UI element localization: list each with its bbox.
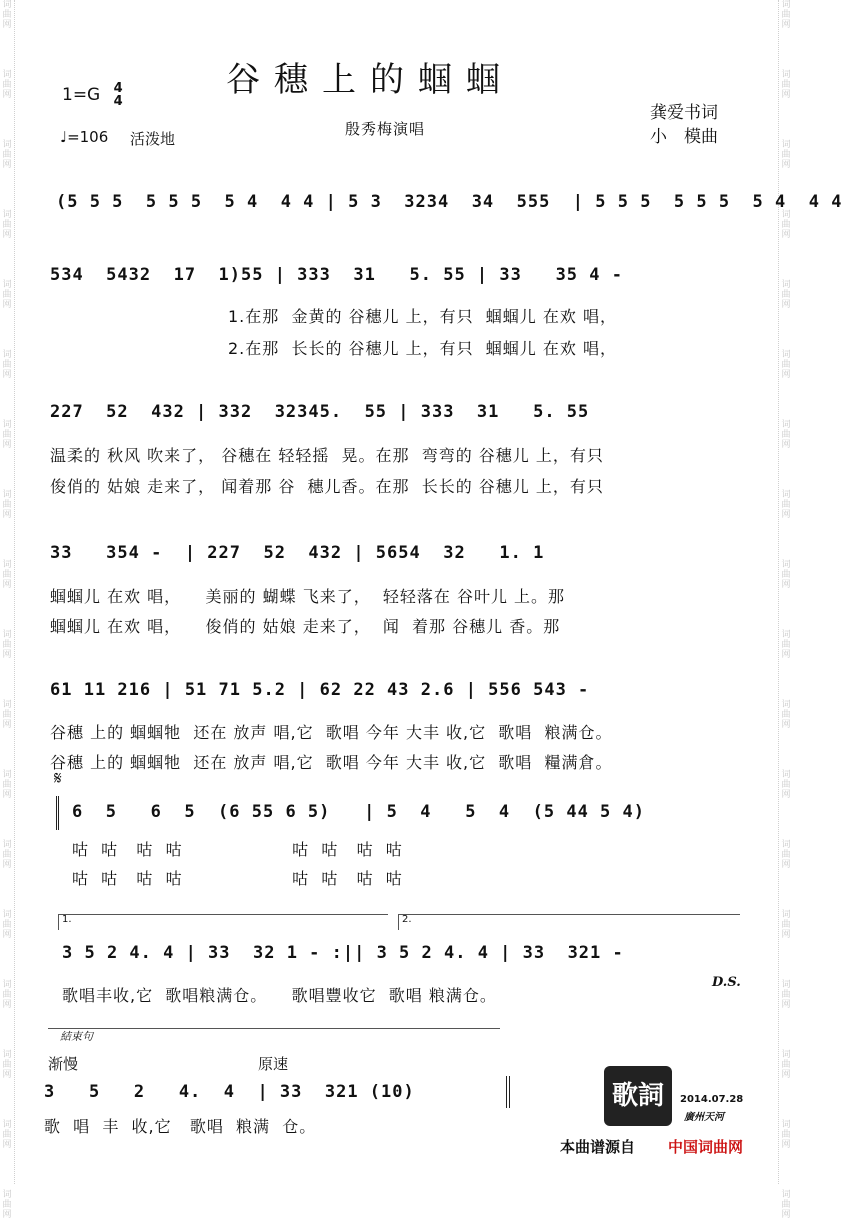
lyrics-line-3-verse-2: 俊俏的 姑娘 走来了， 闻着那 谷 穗儿香。在那 长长的 谷穗儿 上，有只	[50, 477, 604, 496]
watermark-char: 词	[2, 490, 12, 500]
watermark-char: 曲	[781, 1060, 791, 1070]
watermark-char: 曲	[781, 710, 791, 720]
watermark-char: 曲	[2, 1060, 12, 1070]
watermark-char: 词	[781, 770, 791, 780]
notation-line-7: 3 5 2 4. 4 | 33 32 1 - :|| 3 5 2 4. 4 | 33 321 -	[62, 943, 624, 963]
key-signature: 1=G 4 4	[62, 81, 123, 109]
notation-line-5: 61 11 216 | 51 71 5.2 | 62 22 43 2.6 | 556 543 -	[50, 680, 590, 700]
watermark-char: 网	[781, 510, 791, 520]
watermark-char: 网	[781, 90, 791, 100]
volta-1-bracket	[58, 914, 388, 915]
watermark-char: 曲	[781, 10, 791, 20]
watermark-char: 词	[781, 210, 791, 220]
watermark-char: 曲	[2, 570, 12, 580]
watermark-char: 词	[2, 910, 12, 920]
watermark-char: 网	[2, 790, 12, 800]
watermark-char: 网	[2, 720, 12, 730]
watermark-char: 词	[781, 910, 791, 920]
watermark-char: 词	[781, 0, 791, 10]
ritardando-mark: 渐慢	[48, 1055, 79, 1073]
notation-line-8: 3 5 2 4. 4 | 33 321 (10)	[44, 1082, 415, 1102]
watermark-char: 网	[2, 90, 12, 100]
watermark-char: 网	[781, 720, 791, 730]
watermark-char: 曲	[2, 710, 12, 720]
watermark-char: 网	[781, 230, 791, 240]
dal-segno: D.S.	[712, 975, 741, 990]
place: 廣州天河	[684, 1112, 724, 1123]
watermark-char: 曲	[781, 850, 791, 860]
notation-line-6: 6 5 6 5 (6 55 6 5) | 5 4 5 4 (5 44 5 4)	[72, 802, 645, 822]
lyrics-line-8: 歌 唱 丰 收,它 歌唱 粮满 仓。	[44, 1117, 317, 1136]
watermark-char: 词	[781, 1050, 791, 1060]
watermark-char: 词	[2, 840, 12, 850]
notation-line-1: (5 5 5 5 5 5 5 4 4 4 | 5 3 3234 34 555 | 5 5 5 5 5 5 5 4 4 4	[56, 192, 842, 212]
watermark-char: 词	[2, 70, 12, 80]
left-margin-line	[14, 0, 15, 1184]
segno-sign: 𝄋	[54, 768, 62, 789]
watermark-char: 词	[2, 1050, 12, 1060]
volta-2-bracket	[398, 914, 740, 915]
watermark-char: 曲	[781, 570, 791, 580]
composer: 小 模曲	[650, 127, 718, 147]
watermark-char: 网	[781, 580, 791, 590]
watermark-char: 网	[781, 1140, 791, 1150]
a-tempo-mark: 原速	[258, 1055, 289, 1073]
watermark-char: 词	[781, 420, 791, 430]
watermark-char: 网	[781, 1070, 791, 1080]
watermark-char: 曲	[2, 1200, 12, 1210]
watermark-char: 曲	[2, 990, 12, 1000]
watermark-char: 网	[2, 1210, 12, 1220]
lyrics-line-4-verse-2: 蝈蝈儿 在欢 唱， 俊俏的 姑娘 走来了， 闻 着那 谷穗儿 香。那	[50, 617, 561, 636]
watermark-char: 曲	[2, 500, 12, 510]
watermark-char: 曲	[2, 1130, 12, 1140]
watermark-char: 词	[2, 280, 12, 290]
watermark-char: 曲	[781, 220, 791, 230]
notation-line-3: 227 52 432 | 332 32345. 55 | 333 31 5. 55	[50, 402, 590, 422]
watermark-char: 网	[2, 1140, 12, 1150]
watermark-char: 网	[781, 160, 791, 170]
watermark-char: 曲	[781, 500, 791, 510]
watermark-char: 曲	[2, 290, 12, 300]
watermark-char: 曲	[781, 780, 791, 790]
watermark-char: 词	[2, 770, 12, 780]
watermark-char: 词	[2, 560, 12, 570]
coda-label: 結束句	[60, 1030, 93, 1043]
watermark-right	[779, 0, 793, 1220]
watermark-char: 网	[2, 300, 12, 310]
volta-2-label: 2.	[402, 914, 412, 925]
start-barline	[56, 796, 59, 830]
watermark-char: 词	[781, 350, 791, 360]
watermark-char: 曲	[781, 640, 791, 650]
watermark-char: 词	[781, 980, 791, 990]
watermark-char: 曲	[2, 80, 12, 90]
watermark-char: 网	[2, 230, 12, 240]
lyrics-line-6-verse-2: 咕 咕 咕 咕 咕 咕 咕 咕	[72, 869, 403, 888]
watermark-char: 曲	[2, 640, 12, 650]
page-title: 谷穗上的蝈蝈	[226, 60, 514, 100]
watermark-char: 词	[781, 700, 791, 710]
watermark-char: 网	[2, 20, 12, 30]
watermark-char: 曲	[2, 850, 12, 860]
singer: 殷秀梅演唱	[345, 120, 426, 138]
watermark-char: 曲	[781, 150, 791, 160]
watermark-char: 网	[781, 860, 791, 870]
coda-bracket	[48, 1028, 500, 1029]
watermark-char: 词	[2, 630, 12, 640]
watermark-char: 曲	[2, 430, 12, 440]
watermark-char: 网	[781, 440, 791, 450]
watermark-char: 网	[781, 790, 791, 800]
watermark-char: 曲	[781, 360, 791, 370]
watermark-char: 网	[2, 440, 12, 450]
time-signature: 4 4	[113, 81, 123, 109]
notation-line-2: 534 5432 17 1)55 | 333 31 5. 55 | 33 35 4 -	[50, 265, 623, 285]
watermark-char: 词	[781, 1190, 791, 1200]
watermark-char: 词	[2, 0, 12, 10]
lyrics-line-2-verse-1: 1.在那 金黄的 谷穗儿 上，有只 蝈蝈儿 在欢 唱，	[228, 307, 617, 326]
watermark-char: 词	[781, 140, 791, 150]
watermark-char: 词	[781, 630, 791, 640]
watermark-char: 词	[2, 700, 12, 710]
watermark-char: 网	[2, 930, 12, 940]
watermark-char: 词	[781, 560, 791, 570]
seal-stamp: 歌詞	[604, 1066, 672, 1126]
lyrics-line-6-verse-1: 咕 咕 咕 咕 咕 咕 咕 咕	[72, 840, 403, 859]
watermark-char: 网	[2, 1000, 12, 1010]
date: 2014.07.28	[680, 1094, 744, 1105]
watermark-char: 词	[2, 140, 12, 150]
watermark-char: 网	[2, 370, 12, 380]
watermark-char: 词	[781, 490, 791, 500]
watermark-char: 网	[781, 930, 791, 940]
site-link[interactable]: 中国词曲网	[668, 1138, 744, 1156]
watermark-char: 网	[781, 1000, 791, 1010]
source-label: 本曲谱源自	[560, 1138, 636, 1156]
watermark-char: 曲	[2, 920, 12, 930]
volta-1-label: 1.	[62, 914, 72, 925]
lyricist: 龚爱书词	[650, 103, 718, 123]
watermark-char: 词	[2, 1120, 12, 1130]
watermark-char: 词	[2, 1190, 12, 1200]
watermark-char: 曲	[781, 1130, 791, 1140]
expression-mark: 活泼地	[130, 130, 176, 148]
watermark-char: 网	[781, 370, 791, 380]
watermark-left	[0, 0, 14, 1220]
watermark-char: 网	[2, 510, 12, 520]
watermark-char: 词	[781, 280, 791, 290]
watermark-char: 网	[781, 1210, 791, 1220]
lyrics-line-5-verse-2: 谷穗 上的 蝈蝈牠 还在 放声 唱,它 歌唱 今年 大丰 收,它 歌唱 糧满倉。	[50, 753, 613, 772]
watermark-char: 曲	[781, 290, 791, 300]
watermark-char: 曲	[2, 220, 12, 230]
watermark-char: 曲	[781, 990, 791, 1000]
watermark-char: 网	[2, 650, 12, 660]
lyrics-line-3-verse-1: 温柔的 秋风 吹来了， 谷穗在 轻轻摇 晃。在那 弯弯的 谷穗儿 上，有只	[50, 446, 604, 465]
watermark-char: 网	[781, 650, 791, 660]
watermark-char: 词	[781, 1120, 791, 1130]
watermark-char: 词	[2, 980, 12, 990]
notation-line-4: 33 354 - | 227 52 432 | 5654 32 1. 1	[50, 543, 545, 563]
watermark-char: 词	[2, 420, 12, 430]
watermark-char: 网	[2, 160, 12, 170]
watermark-char: 曲	[2, 780, 12, 790]
watermark-char: 词	[781, 70, 791, 80]
watermark-char: 网	[2, 860, 12, 870]
lyrics-line-2-verse-2: 2.在那 长长的 谷穗儿 上，有只 蝈蝈儿 在欢 唱，	[228, 339, 617, 358]
final-barline	[506, 1076, 510, 1108]
lyrics-line-5-verse-1: 谷穗 上的 蝈蝈牠 还在 放声 唱,它 歌唱 今年 大丰 收,它 歌唱 粮满仓。	[50, 723, 613, 742]
watermark-char: 曲	[781, 80, 791, 90]
watermark-char: 词	[2, 210, 12, 220]
watermark-char: 网	[2, 580, 12, 590]
lyrics-line-7: 歌唱丰收,它 歌唱粮满仓。 歌唱豐收它 歌唱 粮满仓。	[62, 986, 497, 1005]
watermark-char: 网	[2, 1070, 12, 1080]
watermark-char: 曲	[781, 430, 791, 440]
watermark-char: 曲	[781, 920, 791, 930]
watermark-char: 曲	[2, 150, 12, 160]
watermark-char: 词	[2, 350, 12, 360]
watermark-char: 网	[781, 20, 791, 30]
tempo: ♩=106	[60, 128, 109, 146]
lyrics-line-4-verse-1: 蝈蝈儿 在欢 唱， 美丽的 蝴蝶 飞来了， 轻轻落在 谷叶儿 上。那	[50, 587, 566, 606]
watermark-char: 曲	[2, 360, 12, 370]
watermark-char: 曲	[781, 1200, 791, 1210]
watermark-char: 曲	[2, 10, 12, 20]
watermark-char: 网	[781, 300, 791, 310]
watermark-char: 词	[781, 840, 791, 850]
